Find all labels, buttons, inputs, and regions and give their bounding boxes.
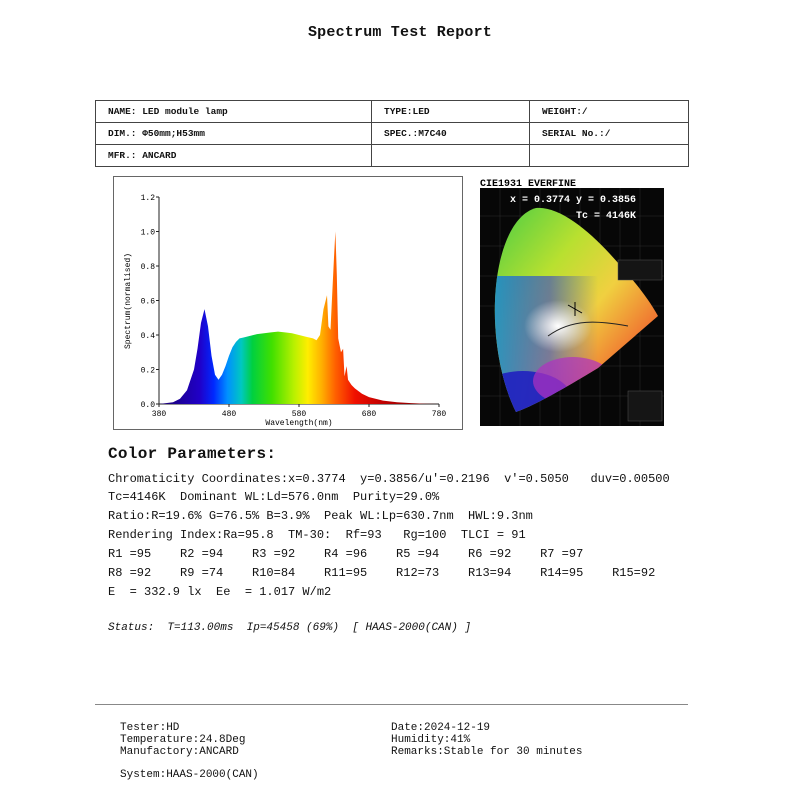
color-parameters-heading: Color Parameters: <box>108 445 277 463</box>
humidity-field: Humidity:41% <box>391 734 471 746</box>
dim-cell: DIM.: Φ50mm;H53mm <box>96 123 372 145</box>
r-values-line-2: R8 =92 R9 =74 R10=84 R11=95 R12=73 R13=94 R14=95 R15=92 <box>108 566 656 580</box>
y-tick-label: 1.2 <box>140 194 155 203</box>
spec-cell: SPEC.:M7C40 <box>372 123 530 145</box>
x-tick-label: 680 <box>361 410 377 419</box>
mfr-cell: MFR.: ANCARD <box>96 145 372 167</box>
ratio-line: Ratio:R=19.6% G=76.5% B=3.9% Peak WL:Lp=630.7nm HWL:9.3nm <box>108 509 533 523</box>
report-title: Spectrum Test Report <box>307 24 493 41</box>
rendering-index-line: Rendering Index:Ra=95.8 TM-30: Rf=93 Rg=100 TLCI = 91 <box>108 528 526 542</box>
date-field: Date:2024-12-19 <box>391 722 491 734</box>
weight-cell: WEIGHT:/ <box>530 101 689 123</box>
x-tick-label: 780 <box>431 410 447 419</box>
y-tick-label: 0.4 <box>140 332 155 341</box>
status-line: Status: T=113.00ms Ip=45458 (69%) [ HAAS-2000(CAN) ] <box>108 622 472 634</box>
spectrum-chart <box>113 176 463 430</box>
cie-header: CIE1931 EVERFINE <box>480 179 577 190</box>
y-axis-label: Spectrum(normalised) <box>124 252 133 350</box>
serial-cell: SERIAL No.:/ <box>530 123 689 145</box>
remarks-field: Remarks:Stable for 30 minutes <box>391 746 583 758</box>
empty-cell <box>530 145 689 167</box>
cie-diagram-svg <box>478 176 666 428</box>
tester-field: Tester:HD <box>120 722 180 734</box>
name-cell: NAME: LED module lamp <box>96 101 372 123</box>
x-axis-label: Wavelength(nm) <box>265 419 333 428</box>
y-tick-label: 1.0 <box>140 228 155 238</box>
y-tick-label: 0.8 <box>140 263 155 272</box>
r-values-line-1: R1 =95 R2 =94 R3 =92 R4 =96 R5 =94 R6 =92 R7 =97 <box>108 547 584 561</box>
cie-color-temperature: Tc = 4146K <box>576 211 637 222</box>
temperature-field: Temperature:24.8Deg <box>120 734 246 746</box>
illuminance-line: E = 332.9 lx Ee = 1.017 W/m2 <box>108 585 332 599</box>
type-cell: TYPE:LED <box>372 101 530 123</box>
x-tick-label: 380 <box>151 410 167 419</box>
chromaticity-line: Chromaticity Coordinates:x=0.3774 y=0.3856/u'=0.2196 v'=0.5050 duv=0.00500 <box>108 472 670 486</box>
y-tick-label: 0.6 <box>140 297 155 307</box>
system-field: System:HAAS-2000(CAN) <box>120 769 259 781</box>
x-tick-label: 480 <box>221 410 237 419</box>
cie-coordinates: x = 0.3774 y = 0.3856 <box>510 195 637 206</box>
footer-divider <box>95 704 688 705</box>
x-tick-label: 580 <box>291 410 307 419</box>
color-temperature-line: Tc=4146K Dominant WL:Ld=576.0nm Purity=29.0% <box>108 490 440 504</box>
spectrum-chart-svg <box>114 177 462 429</box>
y-tick-label: 0.0 <box>140 401 155 410</box>
y-tick-label: 0.2 <box>140 366 155 376</box>
product-info-table <box>95 100 689 167</box>
cie-diagram <box>478 176 666 428</box>
empty-cell <box>372 145 530 167</box>
manufactory-field: Manufactory:ANCARD <box>120 746 239 758</box>
spectrum-series <box>159 232 439 405</box>
